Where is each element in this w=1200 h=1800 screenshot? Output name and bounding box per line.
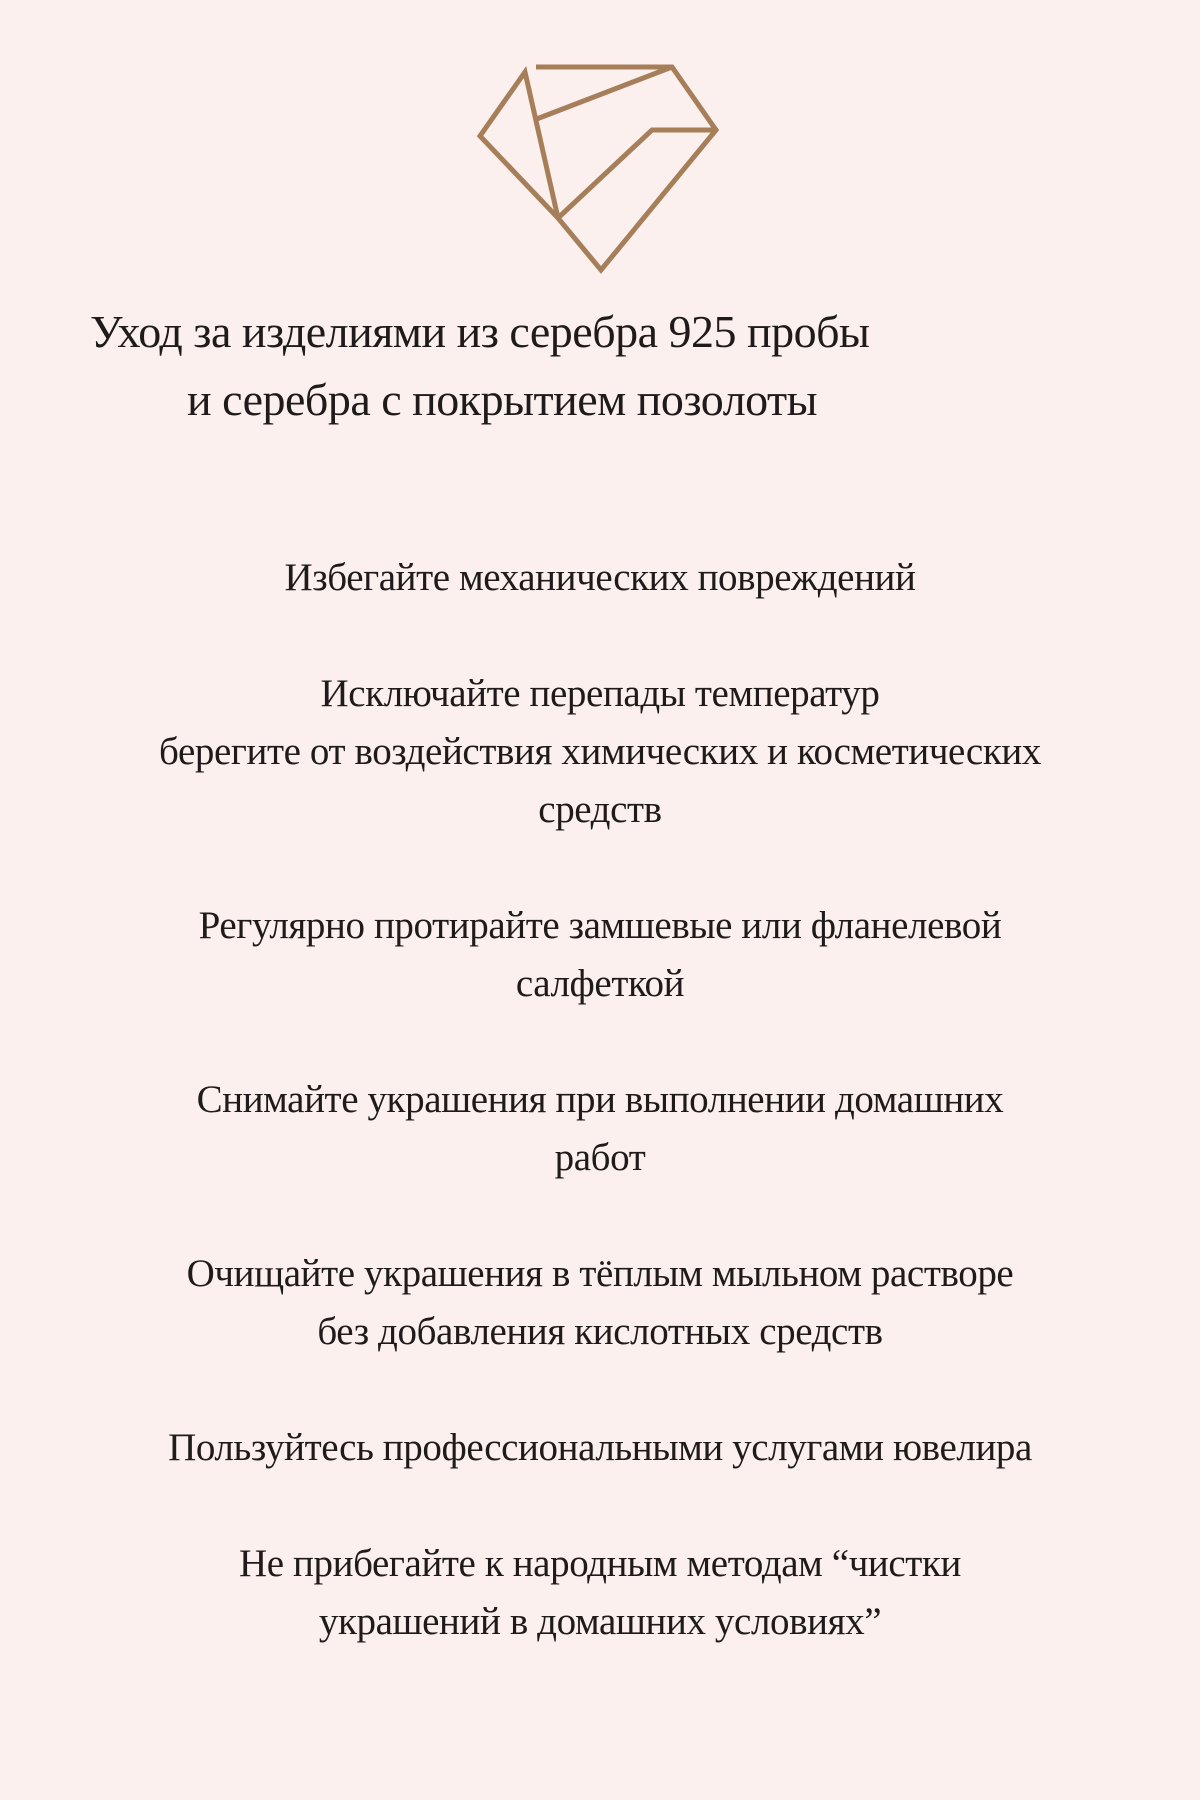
diamond-icon [476,62,722,276]
tip-line: Не прибегайте к народным методам “чистки [239,1542,961,1585]
tip-line: Избегайте механических повреждений [284,556,916,599]
care-tip-2 [0,665,1200,839]
care-tip-5 [0,1245,1200,1361]
care-tip-7 [0,1535,1200,1651]
tip-line: Пользуйтесь профессиональными услугами ювелира [168,1426,1032,1469]
care-tips-list [0,549,1200,1651]
tip-line: салфеткой [515,962,685,1005]
care-tip-1 [0,549,1200,607]
tip-line: Регулярно протирайте замшевые или фланелевой [198,904,1002,947]
care-tip-4 [0,1071,1200,1187]
tip-line: Очищайте украшения в тёплым мыльном растворе [186,1252,1014,1295]
title-line: Уход за изделиями из серебра 925 пробы [90,306,870,357]
care-tip-3 [0,897,1200,1013]
title-line: и серебра с покрытием позолоты [187,374,818,425]
tip-line: средств [538,788,662,831]
care-tip-6 [0,1419,1200,1477]
tip-line: без добавления кислотных средств [317,1310,883,1353]
tip-line: Снимайте украшения при выполнении домашних [196,1078,1004,1121]
tip-line: работ [554,1136,646,1179]
tip-line: берегите от воздействия химических и косметических [159,730,1041,773]
tip-line: Исключайте перепады температур [320,672,880,715]
tip-line: украшений в домашних условиях” [318,1600,882,1643]
page-title [0,298,1200,434]
